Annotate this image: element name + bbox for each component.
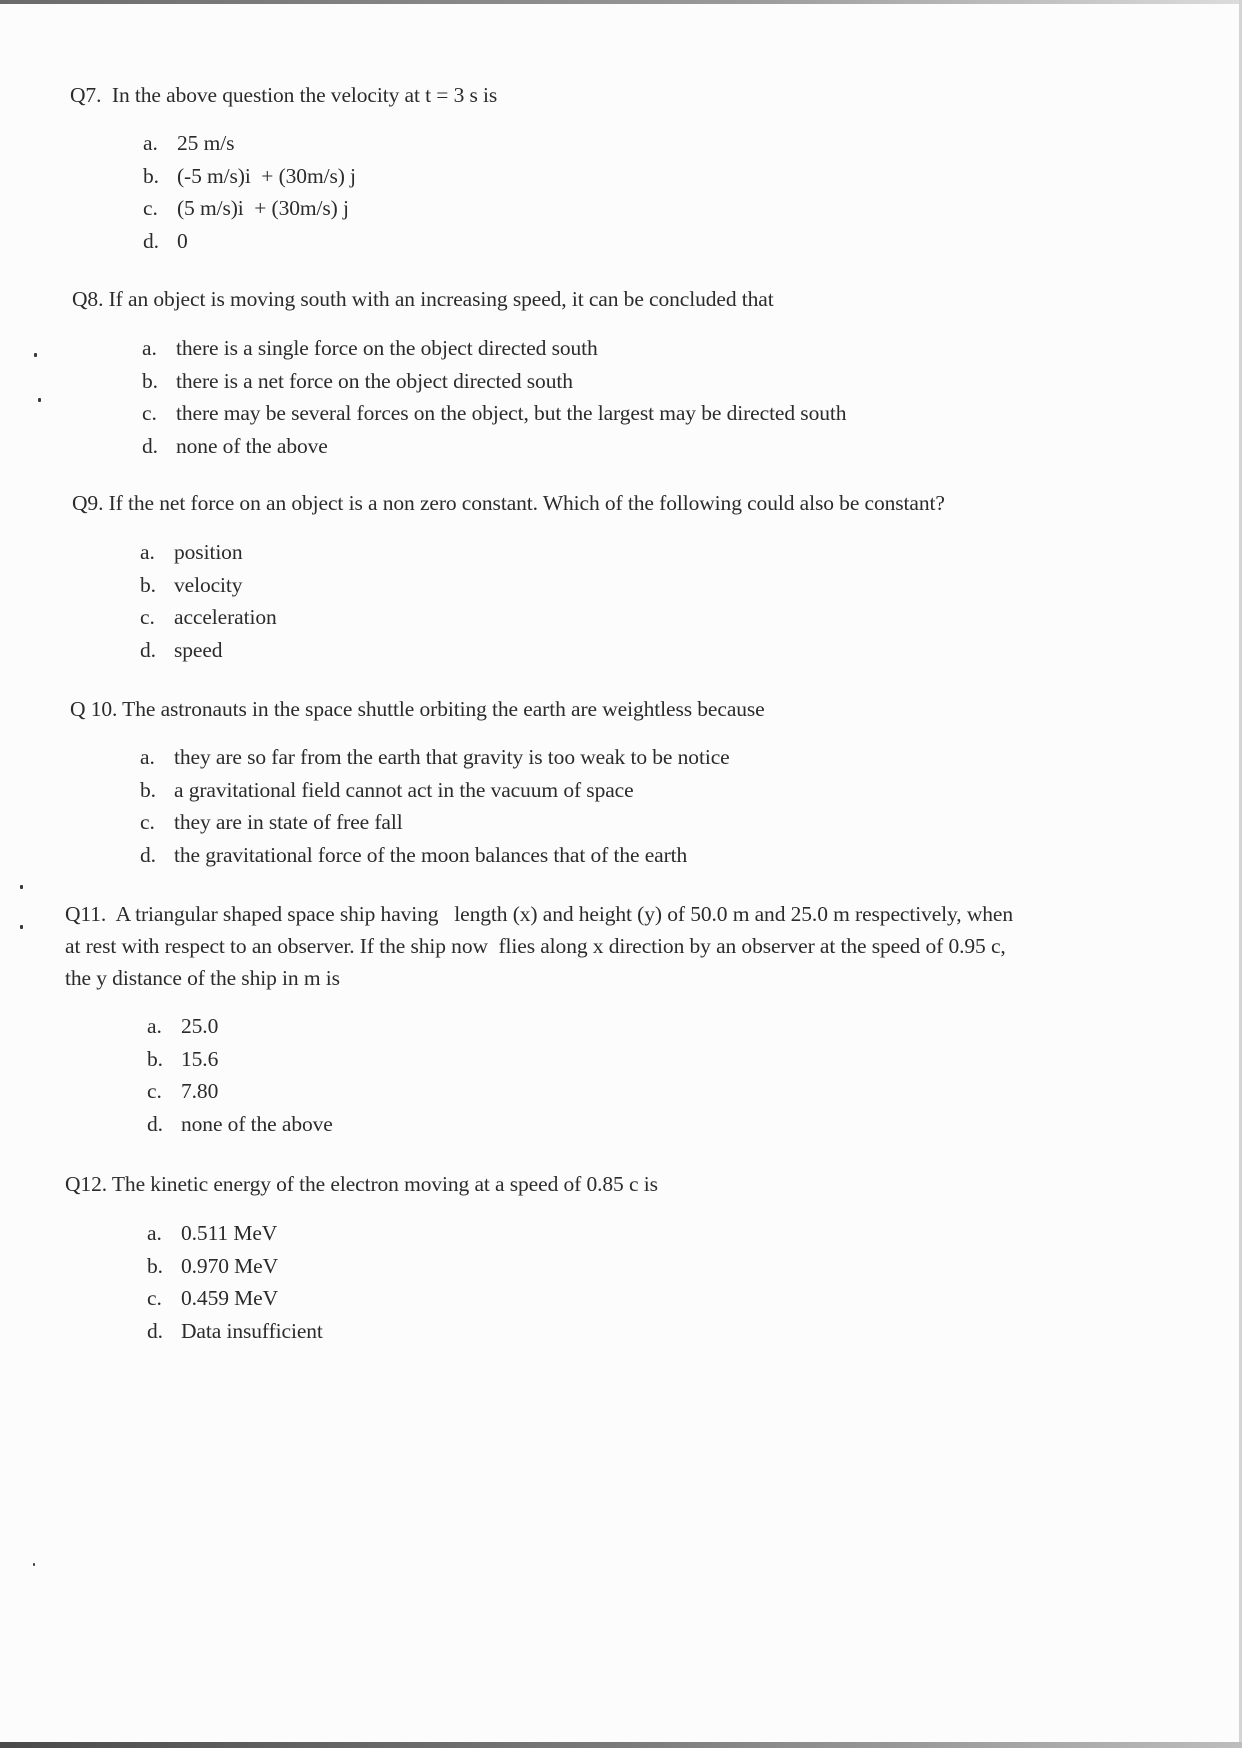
options-list — [147, 1217, 658, 1347]
option-letter: b. — [147, 1253, 163, 1278]
question-stem-line-1: Q11. A triangular shaped space ship having length (x) and height (y) of 50.0 m and 25.0 m respectively, when — [65, 902, 1014, 926]
option-letter: d. — [140, 637, 156, 662]
scan-speck — [33, 1563, 35, 1566]
question-q11 — [65, 898, 1013, 1140]
option-letter: a. — [142, 336, 157, 361]
option-text: none of the above — [176, 433, 328, 458]
option-d — [142, 430, 846, 463]
option-text: position — [174, 540, 243, 565]
option-letter: a. — [140, 540, 155, 565]
option-c — [142, 397, 846, 430]
question-stem: Q8. If an object is moving south with an increasing speed, it can be concluded that — [72, 287, 774, 311]
question-stem: Q 10. The astronauts in the space shuttle orbiting the earth are weightless because — [70, 697, 765, 721]
option-letter: d. — [147, 1111, 163, 1136]
question-stem: Q9. If the net force on an object is a non zero constant. Which of the following could also be constant? — [72, 491, 945, 515]
option-text: a gravitational field cannot act in the vacuum of space — [174, 777, 634, 802]
scan-speck — [34, 353, 37, 357]
option-letter: d. — [147, 1318, 163, 1343]
option-text: there is a net force on the object directed south — [176, 368, 573, 393]
option-b — [147, 1043, 1013, 1076]
option-text: the gravitational force of the moon balances that of the earth — [174, 842, 688, 867]
option-letter: a. — [147, 1014, 162, 1039]
scan-speck — [38, 398, 41, 402]
option-a — [147, 1217, 658, 1250]
option-text: they are so far from the earth that gravity is too weak to be notice — [174, 745, 730, 770]
option-letter: b. — [147, 1046, 163, 1071]
option-letter: b. — [140, 777, 156, 802]
option-b — [147, 1250, 658, 1283]
options-list — [143, 127, 497, 257]
scan-top-edge — [0, 0, 1242, 4]
question-q7 — [70, 79, 497, 257]
option-text: 0 — [177, 228, 188, 253]
option-d — [140, 839, 765, 872]
option-letter: a. — [147, 1221, 162, 1246]
option-c — [140, 806, 765, 839]
option-c — [147, 1075, 1013, 1108]
question-stem-line-3: the y distance of the ship in m is — [65, 966, 340, 990]
option-text: 15.6 — [181, 1046, 219, 1071]
option-a — [143, 127, 497, 160]
option-letter: c. — [143, 196, 158, 221]
option-text: (5 m/s)i + (30m/s) j — [177, 196, 349, 221]
option-d — [147, 1108, 1013, 1141]
question-q9 — [72, 487, 945, 666]
question-stem: Q7. In the above question the velocity at t = 3 s is — [70, 83, 498, 107]
option-text: acceleration — [174, 605, 277, 630]
question-q10 — [70, 693, 765, 871]
option-d — [147, 1315, 658, 1348]
option-letter: c. — [140, 810, 155, 835]
scan-bottom-edge — [0, 1742, 1242, 1748]
question-stem: Q12. The kinetic energy of the electron moving at a speed of 0.85 c is — [65, 1172, 658, 1196]
scan-speck — [20, 885, 23, 889]
question-q12 — [65, 1168, 658, 1347]
question-stem-line-2: at rest with respect to an observer. If the ship now flies along x direction by an observer at the speed of 0.95 c, — [65, 934, 1006, 958]
option-a — [142, 332, 846, 365]
option-text: 0.970 MeV — [181, 1253, 279, 1278]
option-letter: c. — [147, 1079, 162, 1104]
option-letter: b. — [143, 163, 159, 188]
option-c — [140, 601, 945, 634]
option-b — [140, 569, 945, 602]
option-b — [142, 365, 846, 398]
option-c — [147, 1282, 658, 1315]
option-letter: b. — [142, 368, 158, 393]
option-letter: d. — [143, 228, 159, 253]
option-text: they are in state of free fall — [174, 810, 403, 835]
options-list — [140, 741, 765, 871]
option-letter: d. — [140, 842, 156, 867]
option-b — [143, 160, 497, 193]
option-text: 0.511 MeV — [181, 1221, 278, 1246]
option-d — [140, 634, 945, 667]
option-text: none of the above — [181, 1111, 333, 1136]
option-text: there is a single force on the object directed south — [176, 336, 598, 361]
option-a — [140, 741, 765, 774]
option-text: 25.0 — [181, 1014, 219, 1039]
option-text: velocity — [174, 572, 243, 597]
option-letter: a. — [143, 131, 158, 156]
option-letter: c. — [147, 1286, 162, 1311]
option-text: 7.80 — [181, 1079, 219, 1104]
option-letter: c. — [142, 401, 157, 426]
option-letter: b. — [140, 572, 156, 597]
option-d — [143, 225, 497, 258]
option-letter: c. — [140, 605, 155, 630]
option-b — [140, 774, 765, 807]
option-text: 25 m/s — [177, 131, 235, 156]
option-letter: a. — [140, 745, 155, 770]
option-c — [143, 192, 497, 225]
option-a — [147, 1010, 1013, 1043]
scan-speck — [20, 925, 23, 929]
option-text: speed — [174, 637, 223, 662]
question-q8 — [72, 283, 846, 462]
options-list — [140, 536, 945, 666]
option-letter: d. — [142, 433, 158, 458]
option-text: there may be several forces on the object, but the largest may be directed south — [176, 401, 847, 426]
option-text: 0.459 MeV — [181, 1286, 279, 1311]
options-list — [142, 332, 846, 462]
option-text: Data insufficient — [181, 1318, 323, 1343]
option-a — [140, 536, 945, 569]
options-list — [147, 1010, 1013, 1140]
option-text: (-5 m/s)i + (30m/s) j — [177, 163, 356, 188]
